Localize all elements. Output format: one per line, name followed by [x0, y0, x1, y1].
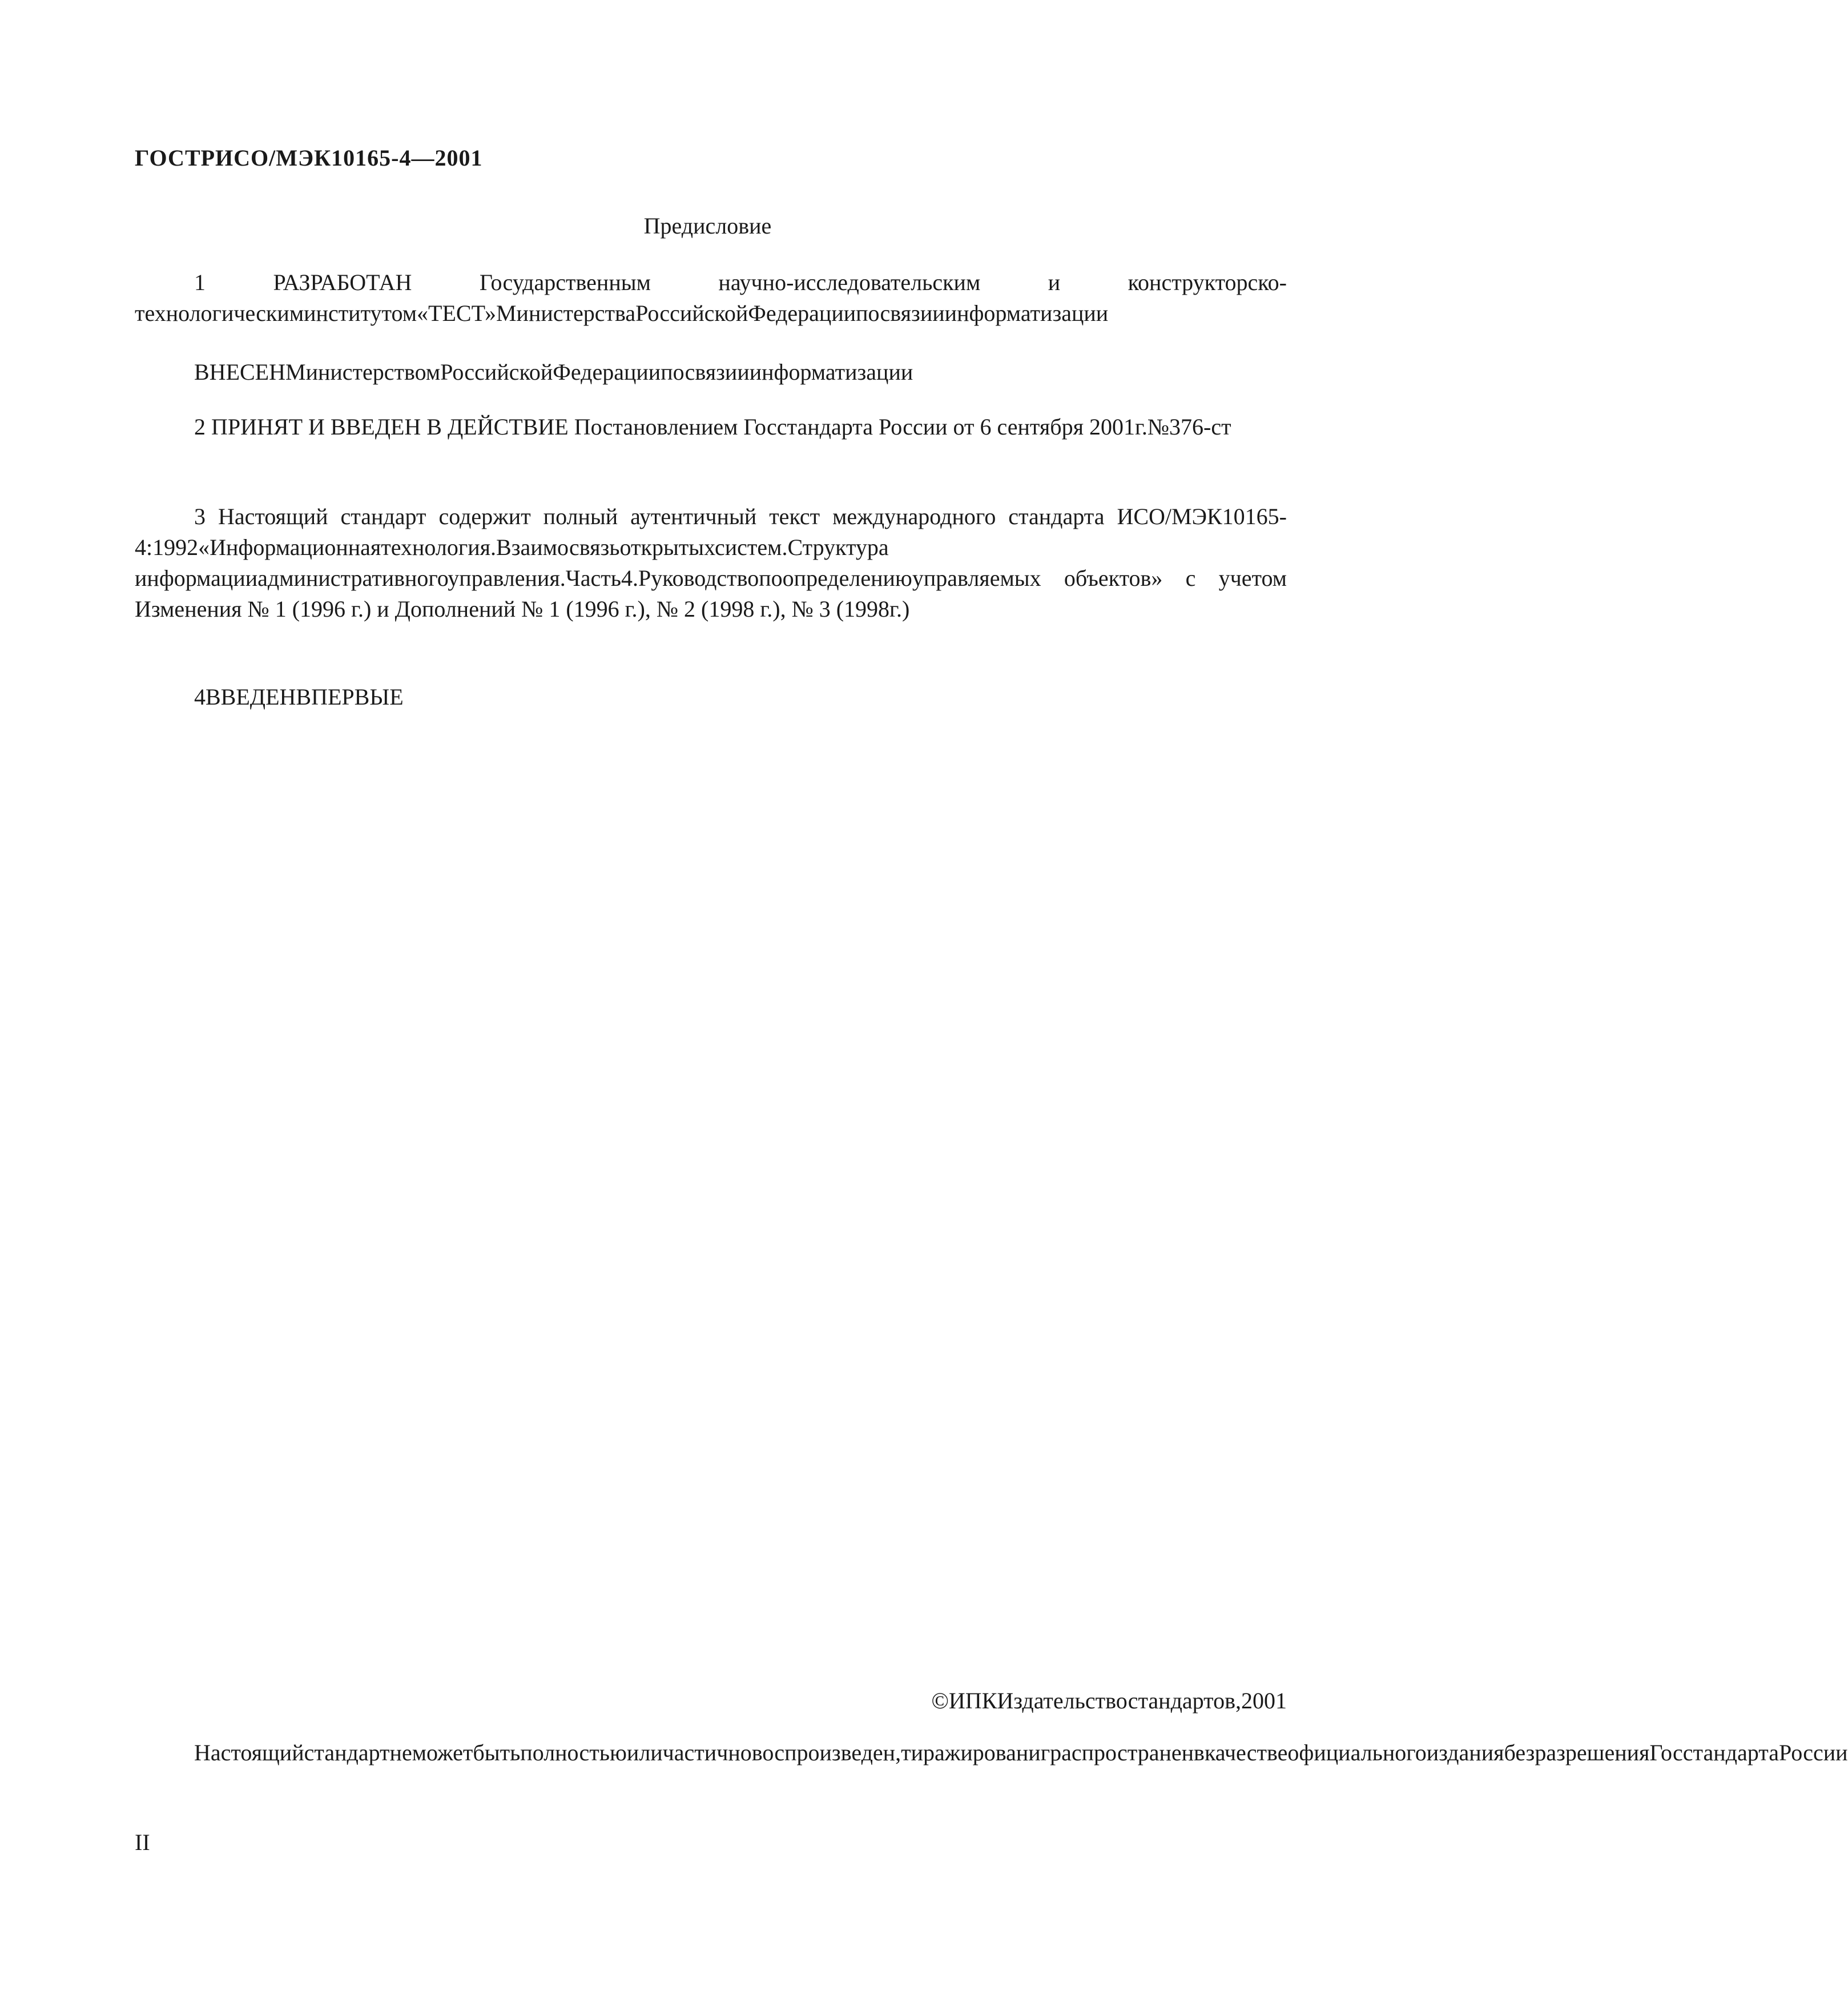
preface-title: Предисловие [643, 213, 772, 239]
preface-paragraph-2 [135, 357, 1287, 388]
copyright-line: ©ИПКИздательствостандартов,2001 [931, 1688, 1287, 1714]
preface-paragraph-3 [135, 412, 1287, 443]
preface-paragraph-4 [135, 501, 1287, 625]
preface-paragraph-2-text: ВНЕСЕНМинистерствомРоссийскойФедерациипосвязииинформатизации [194, 359, 913, 385]
page-number: II [135, 1829, 150, 1855]
preface-paragraph-5 [135, 682, 1287, 713]
preface-paragraph-5-text: 4ВВЕДЕНВПЕРВЫЕ [194, 684, 404, 710]
preface-paragraph-1 [135, 267, 1287, 329]
reproduction-notice-text: Настоящийстандартнеможетбытьполностьюиличастичновоспроизведен,тиражированиграспространенвкачествеофициальногоизданиябезразрешенияГосстандартаРоссии [194, 1740, 1848, 1765]
preface-paragraph-3-text: 2 ПРИНЯТ И ВВЕДЕН В ДЕЙСТВИЕ Постановлением Госстандарта России от 6 сентября 2001г.№376-ст [194, 414, 1231, 440]
preface-paragraph-4-text: 3 Настоящий стандарт содержит полный аутентичный текст международного стандарта ИСО/МЭК10165-4:1992«Информационнаятехнология.Взаимосвязьоткрытыхсистем.Структура информацииадминистративногоуправления.Часть4.Руководствопоопределениюуправляемых объектов» с учетом Изменения № 1 (1996 г.) и Дополнений № 1 (1996 г.), № 2 (1998 г.), № 3 (1998г.) [135, 504, 1287, 622]
standard-code-header: ГОСТРИСО/МЭК10165-4—2001 [135, 145, 483, 171]
preface-paragraph-1-text: 1 РАЗРАБОТАН Государственным научно-исследовательским и конструкторско-технологическиминститутом«ТЕСТ»МинистерстваРоссийскойФедерациипосвязииинформатизации [135, 270, 1287, 326]
reproduction-notice [135, 1737, 1848, 1768]
